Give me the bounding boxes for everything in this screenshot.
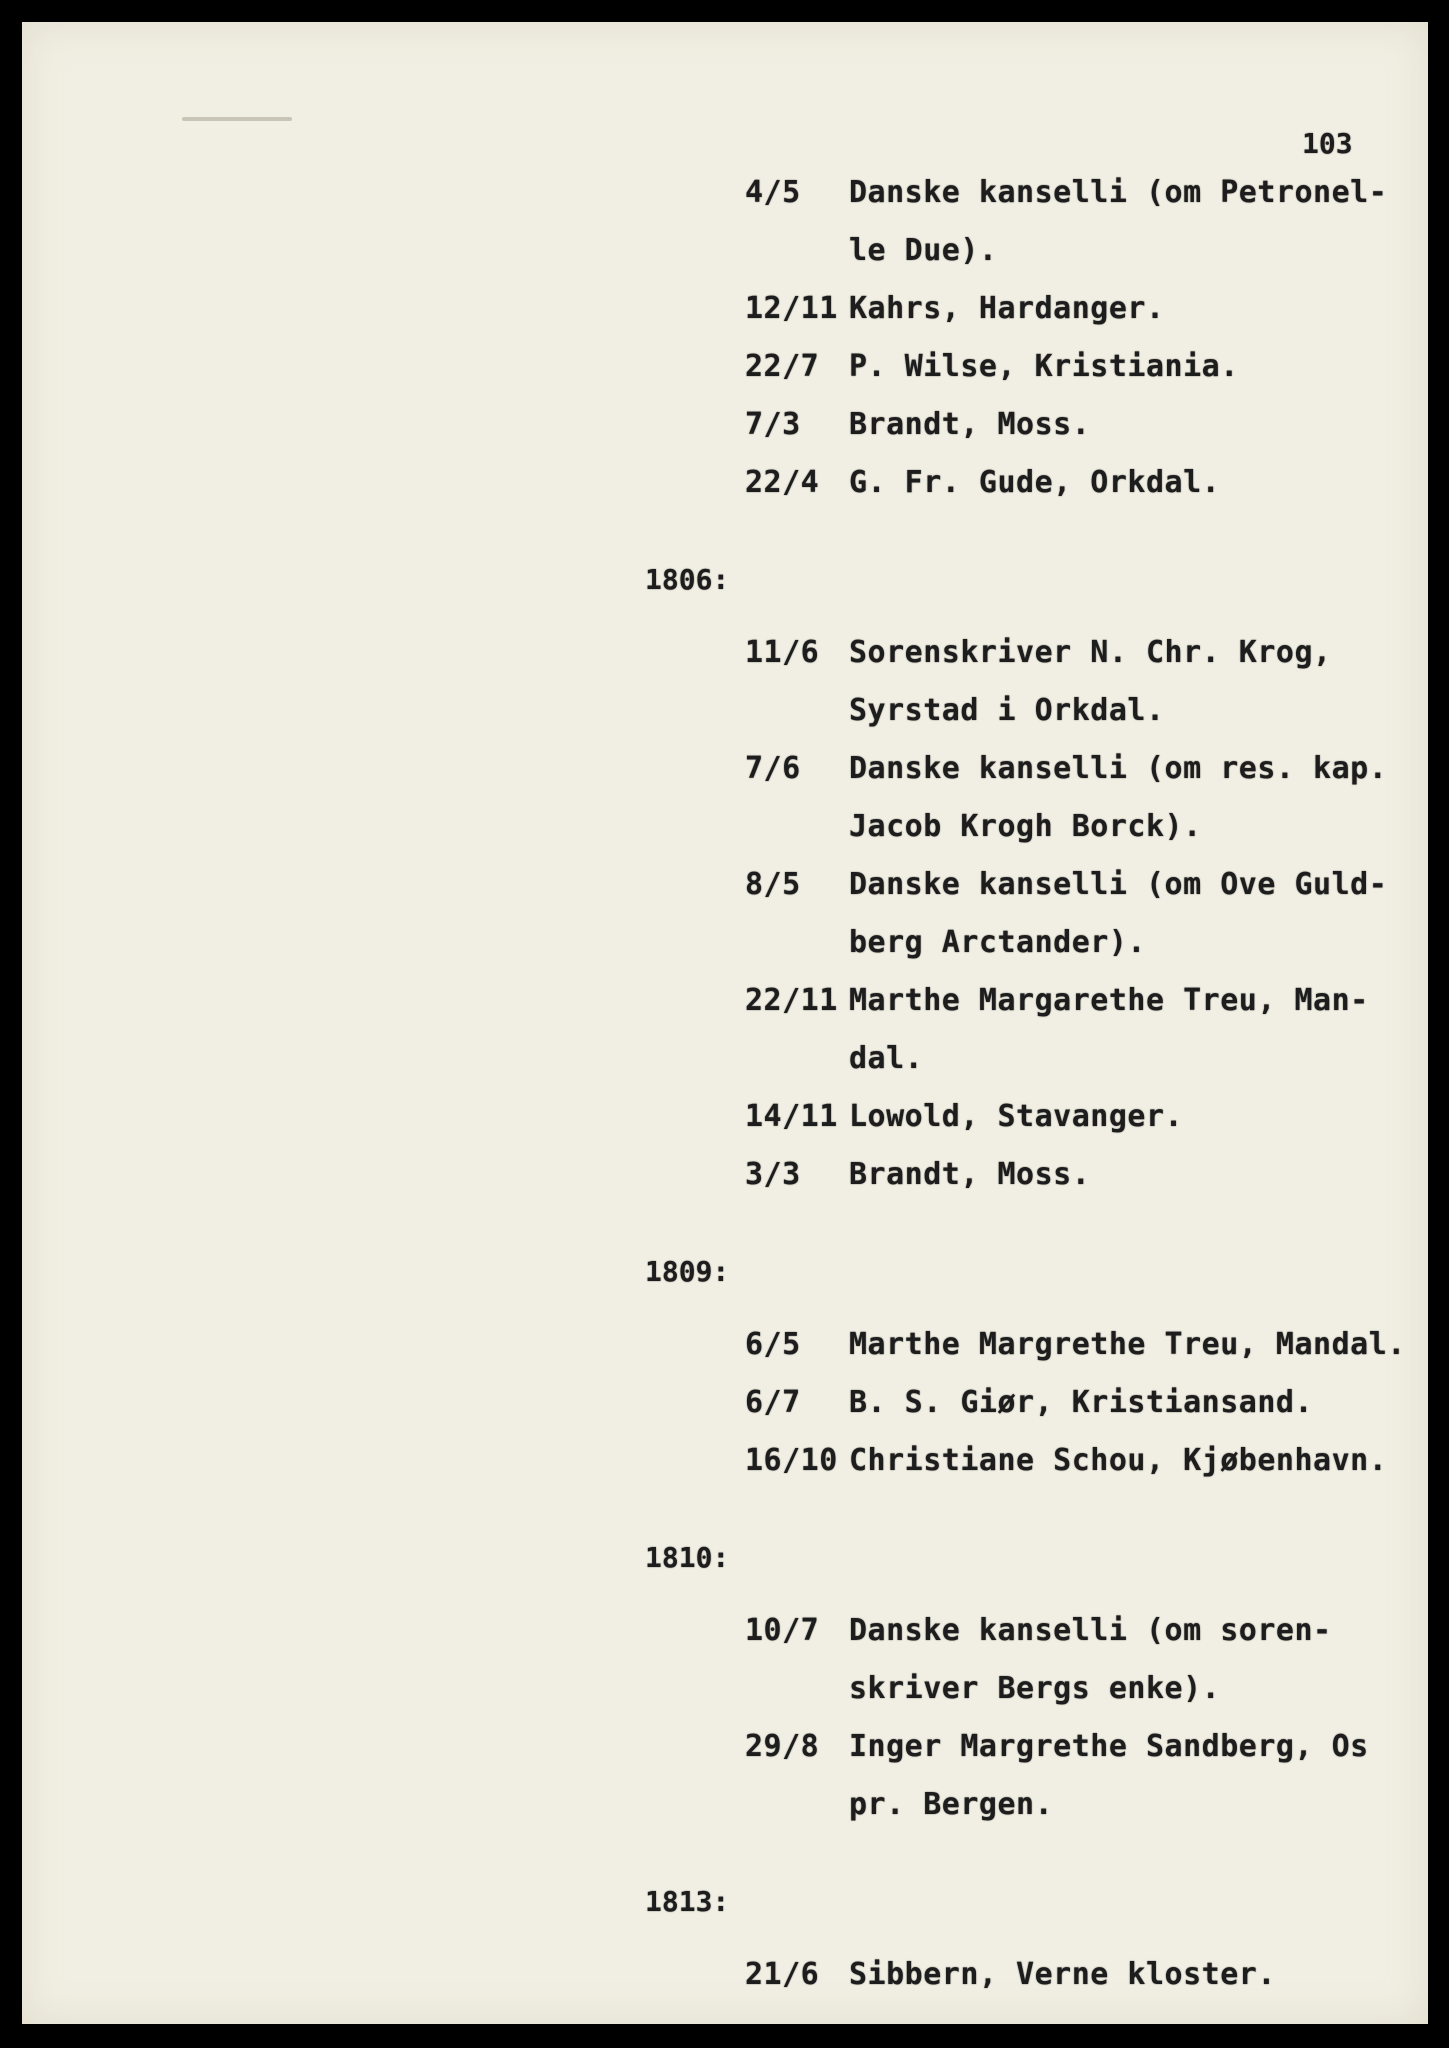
entry-text: berg Arctander). [849, 925, 1146, 960]
entry-text: Marthe Margrethe Treu, Mandal. [849, 1327, 1406, 1362]
entry-date: 4/5 [745, 175, 801, 210]
entry-text: Lowold, Stavanger. [849, 1099, 1184, 1134]
entry-text: G. Fr. Gude, Orkdal. [849, 465, 1221, 500]
entry-text: P. Wilse, Kristiania. [849, 349, 1239, 384]
entry-text: Brandt, Moss. [849, 1157, 1091, 1192]
entry-text: Sorenskriver N. Chr. Krog, [849, 635, 1332, 670]
entry-text: Danske kanselli (om Ove Guld- [849, 867, 1388, 902]
entry-text: Danske kanselli (om Petronel- [849, 175, 1388, 210]
watermark-stamp [322, 62, 682, 2022]
entry-text: Syrstad i Orkdal. [849, 693, 1165, 728]
entry-date: 29/8 [745, 1729, 820, 1764]
entry-text: Brandt, Moss. [849, 407, 1091, 442]
year-heading: 1809: [645, 1255, 730, 1288]
entry-date: 10/7 [745, 1613, 820, 1648]
entry-date: 16/10 [745, 1443, 838, 1478]
year-heading: 1806: [645, 563, 730, 596]
entry-date: 6/7 [745, 1385, 801, 1420]
entry-text: B. S. Giør, Kristiansand. [849, 1385, 1314, 1420]
entry-text: Christiane Schou, Kjøbenhavn. [849, 1443, 1388, 1478]
entry-text: Danske kanselli (om soren- [849, 1613, 1332, 1648]
entry-text: Jacob Krogh Borck). [849, 809, 1202, 844]
entry-date: 22/4 [745, 465, 820, 500]
entry-date: 14/11 [745, 1099, 838, 1134]
document-page [22, 22, 1428, 2024]
entry-text: dal. [849, 1041, 924, 1076]
paper-mark [182, 117, 292, 121]
entry-text: le Due). [849, 233, 998, 268]
entry-date: 6/5 [745, 1327, 801, 1362]
entry-text: Kahrs, Hardanger. [849, 291, 1165, 326]
entry-date: 8/5 [745, 867, 801, 902]
entry-text: Marthe Margarethe Treu, Man- [849, 983, 1369, 1018]
entry-date: 3/3 [745, 1157, 801, 1192]
entry-date: 22/11 [745, 983, 838, 1018]
page-number: 103 [1302, 127, 1353, 160]
entry-text: skriver Bergs enke). [849, 1671, 1221, 1706]
entry-date: 12/11 [745, 291, 838, 326]
entry-date: 7/3 [745, 407, 801, 442]
year-heading: 1813: [645, 1885, 730, 1918]
year-heading: 1810: [645, 1541, 730, 1574]
entry-date: 11/6 [745, 635, 820, 670]
entry-date: 22/7 [745, 349, 820, 384]
entry-text: pr. Bergen. [849, 1787, 1054, 1822]
entry-text: Inger Margrethe Sandberg, Os [849, 1729, 1369, 1764]
entry-date: 21/6 [745, 1957, 820, 1992]
entry-date: 7/6 [745, 751, 801, 786]
entry-text: Sibbern, Verne kloster. [849, 1957, 1276, 1992]
entry-text: Danske kanselli (om res. kap. [849, 751, 1388, 786]
